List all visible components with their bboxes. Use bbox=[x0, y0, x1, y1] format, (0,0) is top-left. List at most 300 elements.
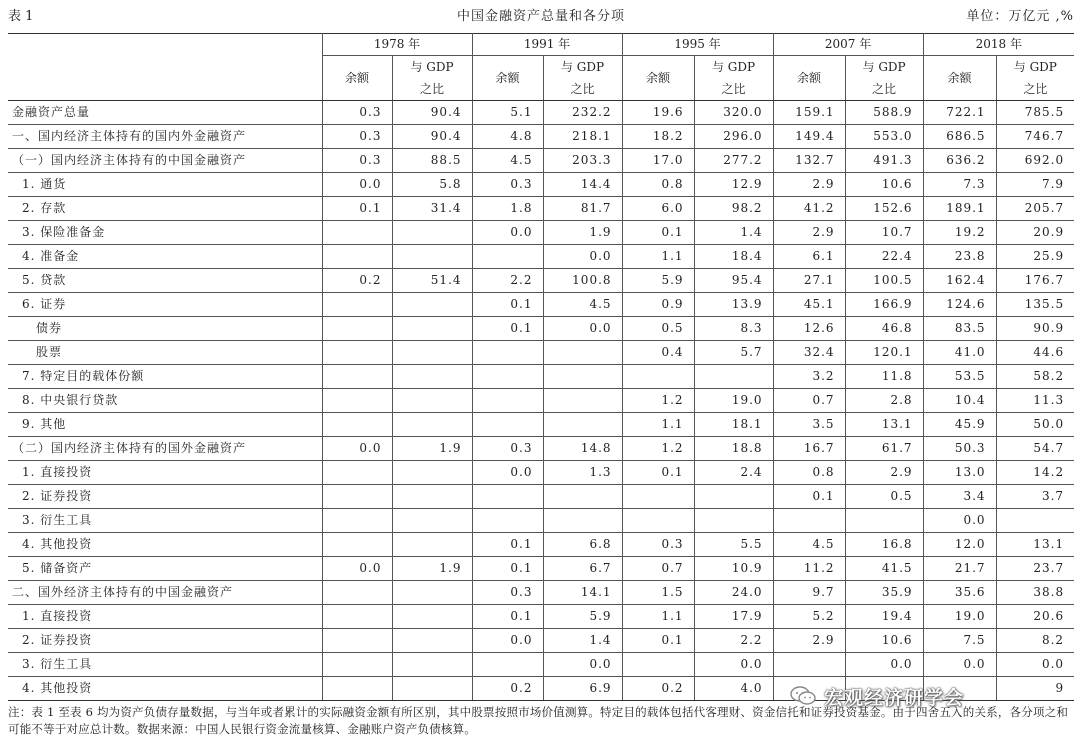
financial-assets-table bbox=[8, 33, 1074, 701]
row-label: 3. 衍生工具 bbox=[8, 653, 322, 677]
row-label: 1. 通货 bbox=[8, 173, 322, 197]
gdp-ratio-cell: 5.9 bbox=[543, 605, 622, 629]
row-label: 一、国内经济主体持有的国内外金融资产 bbox=[8, 125, 322, 149]
balance-cell: 189.1 bbox=[923, 197, 996, 221]
balance-cell bbox=[322, 509, 392, 533]
gdp-ratio-cell: 24.0 bbox=[694, 581, 773, 605]
table-row bbox=[8, 197, 1074, 221]
gdp-ratio-cell bbox=[392, 677, 472, 701]
balance-cell: 18.2 bbox=[622, 125, 694, 149]
gdp-ratio-cell bbox=[543, 341, 622, 365]
gdp-ratio-cell: 20.9 bbox=[996, 221, 1074, 245]
balance-cell bbox=[622, 653, 694, 677]
balance-cell: 0.1 bbox=[472, 317, 543, 341]
balance-cell: 1.1 bbox=[622, 245, 694, 269]
gdp-ratio-cell: 166.9 bbox=[845, 293, 923, 317]
gdp-ratio-cell bbox=[392, 365, 472, 389]
watermark bbox=[790, 682, 1060, 710]
row-label: 1. 直接投资 bbox=[8, 605, 322, 629]
gdp-ratio-cell: 25.9 bbox=[996, 245, 1074, 269]
balance-cell: 0.1 bbox=[773, 485, 845, 509]
row-label: 2. 存款 bbox=[8, 197, 322, 221]
gdp-ratio-cell bbox=[392, 317, 472, 341]
table-row bbox=[8, 557, 1074, 581]
gdp-ratio-cell bbox=[392, 653, 472, 677]
balance-cell: 0.3 bbox=[322, 125, 392, 149]
row-label: 债券 bbox=[8, 317, 322, 341]
gdp-ratio-cell bbox=[845, 509, 923, 533]
balance-cell: 0.7 bbox=[773, 389, 845, 413]
gdp-ratio-cell: 176.7 bbox=[996, 269, 1074, 293]
balance-cell bbox=[472, 389, 543, 413]
balance-cell bbox=[322, 485, 392, 509]
gdp-ratio-cell: 13.1 bbox=[996, 533, 1074, 557]
table-row bbox=[8, 125, 1074, 149]
gdp-ratio-cell: 44.6 bbox=[996, 341, 1074, 365]
gdp-ratio-cell: 11.8 bbox=[845, 365, 923, 389]
gdp-ratio-cell: 152.6 bbox=[845, 197, 923, 221]
balance-cell: 722.1 bbox=[923, 101, 996, 125]
table-body bbox=[8, 101, 1074, 701]
balance-cell bbox=[472, 509, 543, 533]
balance-cell bbox=[773, 653, 845, 677]
gdp-ratio-cell: 46.8 bbox=[845, 317, 923, 341]
gdp-ratio-cell: 18.8 bbox=[694, 437, 773, 461]
balance-cell bbox=[322, 605, 392, 629]
table-row bbox=[8, 653, 1074, 677]
table-row bbox=[8, 173, 1074, 197]
balance-header: 余额 bbox=[622, 56, 694, 101]
ratio-header-line2: 之比 bbox=[543, 78, 622, 101]
balance-cell: 1.5 bbox=[622, 581, 694, 605]
balance-cell: 5.1 bbox=[472, 101, 543, 125]
balance-cell bbox=[472, 365, 543, 389]
gdp-ratio-cell: 277.2 bbox=[694, 149, 773, 173]
table-row bbox=[8, 221, 1074, 245]
balance-cell: 0.3 bbox=[472, 437, 543, 461]
balance-cell: 0.5 bbox=[622, 317, 694, 341]
balance-cell bbox=[322, 413, 392, 437]
gdp-ratio-cell: 4.0 bbox=[694, 677, 773, 701]
balance-cell: 41.0 bbox=[923, 341, 996, 365]
gdp-ratio-cell: 218.1 bbox=[543, 125, 622, 149]
gdp-ratio-cell: 5.7 bbox=[694, 341, 773, 365]
balance-cell: 11.2 bbox=[773, 557, 845, 581]
balance-cell: 1.1 bbox=[622, 605, 694, 629]
balance-cell: 0.0 bbox=[472, 629, 543, 653]
gdp-ratio-cell: 35.9 bbox=[845, 581, 923, 605]
table-row bbox=[8, 101, 1074, 125]
unit-label: 单位：万亿元 ,% bbox=[966, 9, 1074, 24]
table-label: 表 1 bbox=[8, 9, 34, 24]
table-row bbox=[8, 413, 1074, 437]
balance-cell bbox=[472, 485, 543, 509]
balance-cell: 0.3 bbox=[472, 581, 543, 605]
balance-cell bbox=[322, 389, 392, 413]
balance-cell: 27.1 bbox=[773, 269, 845, 293]
gdp-ratio-cell bbox=[996, 509, 1074, 533]
balance-cell: 149.4 bbox=[773, 125, 845, 149]
balance-cell: 6.0 bbox=[622, 197, 694, 221]
balance-cell: 0.7 bbox=[622, 557, 694, 581]
balance-cell: 50.3 bbox=[923, 437, 996, 461]
row-label: 4. 其他投资 bbox=[8, 533, 322, 557]
gdp-ratio-cell: 6.9 bbox=[543, 677, 622, 701]
table-row bbox=[8, 509, 1074, 533]
gdp-ratio-cell: 1.9 bbox=[392, 557, 472, 581]
gdp-ratio-cell: 1.9 bbox=[392, 437, 472, 461]
balance-cell: 0.2 bbox=[322, 269, 392, 293]
gdp-ratio-cell: 13.1 bbox=[845, 413, 923, 437]
gdp-ratio-cell bbox=[543, 509, 622, 533]
balance-cell: 83.5 bbox=[923, 317, 996, 341]
row-label: 8. 中央银行贷款 bbox=[8, 389, 322, 413]
row-label: 4. 准备金 bbox=[8, 245, 322, 269]
balance-cell: 21.7 bbox=[923, 557, 996, 581]
gdp-ratio-cell: 1.3 bbox=[543, 461, 622, 485]
balance-cell: 0.4 bbox=[622, 341, 694, 365]
gdp-ratio-cell: 20.6 bbox=[996, 605, 1074, 629]
balance-cell: 12.6 bbox=[773, 317, 845, 341]
year-header: 2018 年 bbox=[923, 34, 1074, 56]
balance-cell bbox=[622, 485, 694, 509]
gdp-ratio-cell: 14.2 bbox=[996, 461, 1074, 485]
row-label: 9. 其他 bbox=[8, 413, 322, 437]
balance-cell: 3.2 bbox=[773, 365, 845, 389]
row-label: 1. 直接投资 bbox=[8, 461, 322, 485]
gdp-ratio-cell: 5.8 bbox=[392, 173, 472, 197]
gdp-ratio-cell: 2.4 bbox=[694, 461, 773, 485]
gdp-ratio-cell: 22.4 bbox=[845, 245, 923, 269]
gdp-ratio-cell: 16.8 bbox=[845, 533, 923, 557]
balance-cell: 3.4 bbox=[923, 485, 996, 509]
balance-cell: 4.5 bbox=[472, 149, 543, 173]
ratio-header-line1: 与 GDP bbox=[543, 56, 622, 79]
gdp-ratio-cell: 10.6 bbox=[845, 173, 923, 197]
gdp-ratio-cell: 14.8 bbox=[543, 437, 622, 461]
balance-cell bbox=[322, 533, 392, 557]
gdp-ratio-cell: 4.5 bbox=[543, 293, 622, 317]
gdp-ratio-cell: 5.5 bbox=[694, 533, 773, 557]
gdp-ratio-cell: 100.8 bbox=[543, 269, 622, 293]
balance-cell bbox=[472, 341, 543, 365]
balance-cell: 0.1 bbox=[622, 629, 694, 653]
table-row bbox=[8, 389, 1074, 413]
balance-cell: 0.8 bbox=[622, 173, 694, 197]
balance-cell: 12.0 bbox=[923, 533, 996, 557]
gdp-ratio-cell: 90.4 bbox=[392, 101, 472, 125]
balance-cell: 35.6 bbox=[923, 581, 996, 605]
year-header: 2007 年 bbox=[773, 34, 923, 56]
balance-cell: 5.9 bbox=[622, 269, 694, 293]
gdp-ratio-cell: 320.0 bbox=[694, 101, 773, 125]
gdp-ratio-cell: 81.7 bbox=[543, 197, 622, 221]
gdp-ratio-cell bbox=[694, 485, 773, 509]
gdp-ratio-cell: 8.3 bbox=[694, 317, 773, 341]
balance-cell: 0.0 bbox=[472, 461, 543, 485]
gdp-ratio-cell: 2.8 bbox=[845, 389, 923, 413]
balance-cell: 0.1 bbox=[322, 197, 392, 221]
balance-cell: 13.0 bbox=[923, 461, 996, 485]
balance-cell: 636.2 bbox=[923, 149, 996, 173]
row-label: 股票 bbox=[8, 341, 322, 365]
gdp-ratio-cell: 95.4 bbox=[694, 269, 773, 293]
gdp-ratio-cell: 17.9 bbox=[694, 605, 773, 629]
gdp-ratio-cell bbox=[392, 605, 472, 629]
gdp-ratio-cell bbox=[392, 509, 472, 533]
gdp-ratio-cell: 38.8 bbox=[996, 581, 1074, 605]
gdp-ratio-cell bbox=[543, 413, 622, 437]
balance-cell: 6.1 bbox=[773, 245, 845, 269]
gdp-ratio-cell bbox=[392, 533, 472, 557]
gdp-ratio-cell: 88.5 bbox=[392, 149, 472, 173]
balance-cell: 23.8 bbox=[923, 245, 996, 269]
table-row bbox=[8, 533, 1074, 557]
gdp-ratio-cell bbox=[392, 341, 472, 365]
balance-cell: 45.9 bbox=[923, 413, 996, 437]
gdp-ratio-cell: 0.5 bbox=[845, 485, 923, 509]
table-row bbox=[8, 365, 1074, 389]
balance-cell bbox=[472, 245, 543, 269]
balance-cell bbox=[322, 677, 392, 701]
balance-cell: 4.8 bbox=[472, 125, 543, 149]
balance-cell: 2.9 bbox=[773, 221, 845, 245]
balance-cell: 4.5 bbox=[773, 533, 845, 557]
gdp-ratio-cell: 692.0 bbox=[996, 149, 1074, 173]
row-label: 3. 衍生工具 bbox=[8, 509, 322, 533]
row-label: 4. 其他投资 bbox=[8, 677, 322, 701]
gdp-ratio-cell: 0.0 bbox=[543, 245, 622, 269]
balance-cell: 53.5 bbox=[923, 365, 996, 389]
gdp-ratio-cell: 98.2 bbox=[694, 197, 773, 221]
balance-cell bbox=[322, 581, 392, 605]
balance-cell: 162.4 bbox=[923, 269, 996, 293]
ratio-header-line2: 之比 bbox=[996, 78, 1074, 101]
balance-cell: 7.3 bbox=[923, 173, 996, 197]
gdp-ratio-cell: 0.0 bbox=[543, 317, 622, 341]
balance-cell: 2.9 bbox=[773, 173, 845, 197]
gdp-ratio-cell bbox=[694, 365, 773, 389]
table-row bbox=[8, 317, 1074, 341]
balance-cell bbox=[773, 509, 845, 533]
balance-cell bbox=[322, 461, 392, 485]
balance-cell: 0.3 bbox=[472, 173, 543, 197]
balance-cell bbox=[322, 365, 392, 389]
gdp-ratio-cell: 54.7 bbox=[996, 437, 1074, 461]
gdp-ratio-cell: 120.1 bbox=[845, 341, 923, 365]
gdp-ratio-cell: 9 bbox=[996, 677, 1074, 701]
table-row bbox=[8, 485, 1074, 509]
gdp-ratio-cell: 18.4 bbox=[694, 245, 773, 269]
row-label: 6. 证券 bbox=[8, 293, 322, 317]
gdp-ratio-cell: 6.7 bbox=[543, 557, 622, 581]
gdp-ratio-cell: 0.0 bbox=[543, 653, 622, 677]
balance-cell: 1.8 bbox=[472, 197, 543, 221]
gdp-ratio-cell: 19.0 bbox=[694, 389, 773, 413]
gdp-ratio-cell bbox=[392, 629, 472, 653]
year-header: 1995 年 bbox=[622, 34, 773, 56]
gdp-ratio-cell bbox=[392, 293, 472, 317]
balance-cell: 0.0 bbox=[472, 221, 543, 245]
gdp-ratio-cell: 90.4 bbox=[392, 125, 472, 149]
balance-cell: 0.3 bbox=[322, 101, 392, 125]
balance-cell: 0.0 bbox=[322, 173, 392, 197]
gdp-ratio-cell: 58.2 bbox=[996, 365, 1074, 389]
balance-cell: 0.1 bbox=[472, 557, 543, 581]
gdp-ratio-cell: 2.9 bbox=[845, 461, 923, 485]
balance-cell: 0.0 bbox=[923, 653, 996, 677]
balance-cell: 0.0 bbox=[322, 557, 392, 581]
balance-cell: 132.7 bbox=[773, 149, 845, 173]
balance-header: 余额 bbox=[472, 56, 543, 101]
balance-cell bbox=[322, 317, 392, 341]
ratio-header-line1: 与 GDP bbox=[392, 56, 472, 79]
balance-cell: 16.7 bbox=[773, 437, 845, 461]
table-note: 注：表 1 至表 6 均为资产负债存量数据，与当年或者累计的实际融资金额有所区别，其中股票按照市场价值测算。特定目的载体包括代客理财、资金信托和证券投资基金。由于四舍五入的关系，各分项之和可能不等于对应总计数。数据来源：中国人民银行资金流量核算、金融账户资产负债核算。 bbox=[8, 705, 1069, 736]
balance-cell: 0.9 bbox=[622, 293, 694, 317]
balance-header: 余额 bbox=[923, 56, 996, 101]
balance-cell: 0.1 bbox=[622, 221, 694, 245]
gdp-ratio-cell: 746.7 bbox=[996, 125, 1074, 149]
gdp-ratio-cell: 1.4 bbox=[694, 221, 773, 245]
gdp-ratio-cell: 296.0 bbox=[694, 125, 773, 149]
table-row bbox=[8, 605, 1074, 629]
balance-cell: 124.6 bbox=[923, 293, 996, 317]
balance-cell bbox=[322, 653, 392, 677]
balance-cell: 0.3 bbox=[622, 533, 694, 557]
balance-cell: 45.1 bbox=[773, 293, 845, 317]
balance-cell bbox=[472, 653, 543, 677]
balance-cell: 1.2 bbox=[622, 389, 694, 413]
balance-cell: 0.3 bbox=[322, 149, 392, 173]
gdp-ratio-cell: 1.4 bbox=[543, 629, 622, 653]
gdp-ratio-cell: 10.7 bbox=[845, 221, 923, 245]
ratio-header-line1: 与 GDP bbox=[845, 56, 923, 79]
gdp-ratio-cell: 10.6 bbox=[845, 629, 923, 653]
table-row bbox=[8, 629, 1074, 653]
balance-cell: 0.1 bbox=[472, 605, 543, 629]
ratio-header-line2: 之比 bbox=[694, 78, 773, 101]
wechat-icon bbox=[790, 686, 816, 706]
balance-cell: 19.6 bbox=[622, 101, 694, 125]
balance-cell bbox=[322, 221, 392, 245]
gdp-ratio-cell: 13.9 bbox=[694, 293, 773, 317]
row-label: 3. 保险准备金 bbox=[8, 221, 322, 245]
gdp-ratio-cell: 0.0 bbox=[996, 653, 1074, 677]
table-row bbox=[8, 149, 1074, 173]
ratio-header-line2: 之比 bbox=[392, 78, 472, 101]
balance-header: 余额 bbox=[322, 56, 392, 101]
gdp-ratio-cell: 1.9 bbox=[543, 221, 622, 245]
gdp-ratio-cell: 8.2 bbox=[996, 629, 1074, 653]
balance-cell: 0.1 bbox=[622, 461, 694, 485]
gdp-ratio-cell: 41.5 bbox=[845, 557, 923, 581]
row-label: 2. 证券投资 bbox=[8, 629, 322, 653]
gdp-ratio-cell: 50.0 bbox=[996, 413, 1074, 437]
gdp-ratio-cell bbox=[543, 485, 622, 509]
balance-cell bbox=[472, 413, 543, 437]
watermark-text: 宏观经济研学会 bbox=[824, 686, 965, 709]
balance-cell bbox=[622, 365, 694, 389]
balance-cell bbox=[322, 245, 392, 269]
gdp-ratio-cell: 11.3 bbox=[996, 389, 1074, 413]
table-row bbox=[8, 341, 1074, 365]
balance-cell: 19.0 bbox=[923, 605, 996, 629]
balance-cell: 1.2 bbox=[622, 437, 694, 461]
balance-cell: 0.0 bbox=[923, 509, 996, 533]
table-row bbox=[8, 293, 1074, 317]
gdp-ratio-cell: 19.4 bbox=[845, 605, 923, 629]
gdp-ratio-cell: 232.2 bbox=[543, 101, 622, 125]
balance-cell: 2.9 bbox=[773, 629, 845, 653]
gdp-ratio-cell: 785.5 bbox=[996, 101, 1074, 125]
balance-cell: 0.1 bbox=[472, 533, 543, 557]
row-label: 2. 证券投资 bbox=[8, 485, 322, 509]
row-label: （二）国内经济主体持有的国外金融资产 bbox=[8, 437, 322, 461]
table-title: 中国金融资产总量和各分项 bbox=[456, 9, 625, 24]
balance-cell bbox=[322, 629, 392, 653]
balance-cell bbox=[322, 293, 392, 317]
gdp-ratio-cell bbox=[392, 413, 472, 437]
gdp-ratio-cell: 553.0 bbox=[845, 125, 923, 149]
balance-cell: 159.1 bbox=[773, 101, 845, 125]
ratio-header-line2: 之比 bbox=[845, 78, 923, 101]
gdp-ratio-cell: 6.8 bbox=[543, 533, 622, 557]
balance-cell: 686.5 bbox=[923, 125, 996, 149]
balance-cell: 2.2 bbox=[472, 269, 543, 293]
gdp-ratio-cell bbox=[392, 245, 472, 269]
balance-cell: 7.5 bbox=[923, 629, 996, 653]
ratio-header-line1: 与 GDP bbox=[694, 56, 773, 79]
gdp-ratio-cell: 7.9 bbox=[996, 173, 1074, 197]
gdp-ratio-cell bbox=[392, 581, 472, 605]
balance-cell: 0.2 bbox=[472, 677, 543, 701]
gdp-ratio-cell bbox=[694, 509, 773, 533]
gdp-ratio-cell: 31.4 bbox=[392, 197, 472, 221]
row-label: 5. 贷款 bbox=[8, 269, 322, 293]
gdp-ratio-cell: 491.3 bbox=[845, 149, 923, 173]
gdp-ratio-cell: 12.9 bbox=[694, 173, 773, 197]
gdp-ratio-cell: 51.4 bbox=[392, 269, 472, 293]
balance-cell: 17.0 bbox=[622, 149, 694, 173]
gdp-ratio-cell: 0.0 bbox=[694, 653, 773, 677]
row-label: 金融资产总量 bbox=[8, 101, 322, 125]
header-blank bbox=[8, 34, 322, 101]
gdp-ratio-cell: 205.7 bbox=[996, 197, 1074, 221]
balance-cell: 1.1 bbox=[622, 413, 694, 437]
balance-cell: 9.7 bbox=[773, 581, 845, 605]
year-header: 1991 年 bbox=[472, 34, 622, 56]
gdp-ratio-cell: 100.5 bbox=[845, 269, 923, 293]
gdp-ratio-cell: 14.1 bbox=[543, 581, 622, 605]
balance-cell: 0.1 bbox=[472, 293, 543, 317]
balance-cell: 5.2 bbox=[773, 605, 845, 629]
balance-cell: 41.2 bbox=[773, 197, 845, 221]
gdp-ratio-cell: 14.4 bbox=[543, 173, 622, 197]
year-header: 1978 年 bbox=[322, 34, 472, 56]
gdp-ratio-cell: 90.9 bbox=[996, 317, 1074, 341]
gdp-ratio-cell bbox=[392, 221, 472, 245]
balance-cell: 0.2 bbox=[622, 677, 694, 701]
gdp-ratio-cell: 18.1 bbox=[694, 413, 773, 437]
gdp-ratio-cell: 203.3 bbox=[543, 149, 622, 173]
balance-cell: 3.5 bbox=[773, 413, 845, 437]
balance-header: 余额 bbox=[773, 56, 845, 101]
balance-cell: 32.4 bbox=[773, 341, 845, 365]
row-label: 5. 储备资产 bbox=[8, 557, 322, 581]
table-row bbox=[8, 437, 1074, 461]
gdp-ratio-cell bbox=[392, 485, 472, 509]
